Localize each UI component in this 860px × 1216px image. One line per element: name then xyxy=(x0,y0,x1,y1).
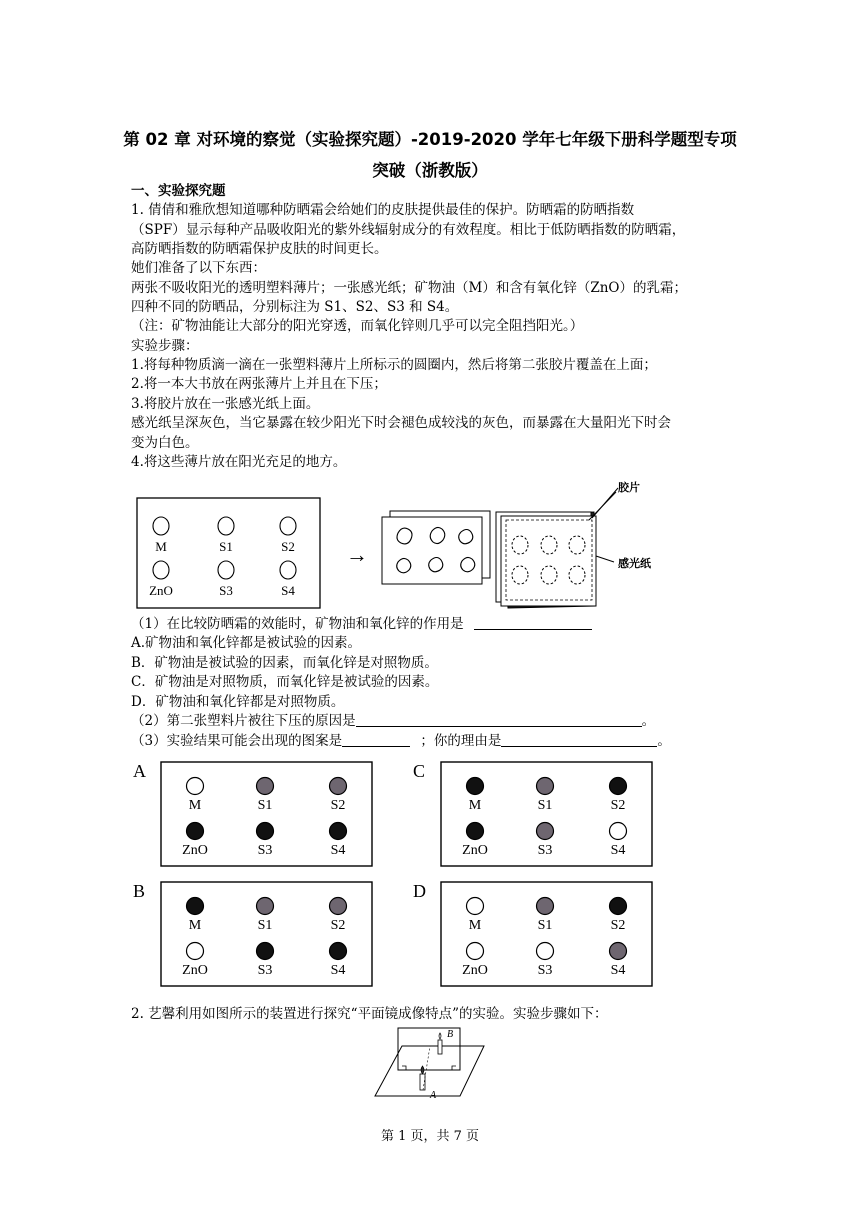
result-dot xyxy=(330,898,347,915)
film-label: 胶片 xyxy=(618,482,640,494)
result-dot xyxy=(257,823,274,840)
section-heading: 一、实验探究题 xyxy=(131,183,226,199)
candle-b-icon xyxy=(438,1040,442,1054)
film-label-s2: S2 xyxy=(281,539,295,554)
result-dot-label: M xyxy=(468,798,482,813)
result-dot xyxy=(537,943,554,960)
page-footer: 第 1 页，共 7 页 xyxy=(380,1129,480,1144)
q1-line: 实验步骤： xyxy=(131,338,199,354)
result-dot-label: S1 xyxy=(537,918,553,933)
result-dot xyxy=(330,778,347,795)
label-a: A xyxy=(430,1090,437,1101)
result-dot xyxy=(467,898,484,915)
q1-line: 她们准备了以下东西： xyxy=(131,260,266,276)
result-dot-label: S3 xyxy=(537,963,553,978)
result-dot xyxy=(537,778,554,795)
result-dot-label: S3 xyxy=(257,843,273,858)
result-dot xyxy=(187,823,204,840)
q1-line: 高防晒指数的防晒霜保护皮肤的时间更长。 xyxy=(131,241,388,257)
result-dot xyxy=(467,943,484,960)
result-dot-label: S2 xyxy=(330,918,346,933)
option-d: D．矿物油和氧化锌都是对照物质。 xyxy=(131,694,345,710)
answer-panel-d xyxy=(413,881,652,986)
result-dot xyxy=(187,898,204,915)
q1-line: 2.将一本大书放在两张薄片上并且在下压； xyxy=(131,376,387,392)
answer-panel-c xyxy=(413,761,652,866)
result-dot-label: S4 xyxy=(610,963,626,978)
q1-line: 1. 倩倩和雅欣想知道哪种防晒霜会给她们的皮肤提供最佳的保护。防晒霜的防晒指数 xyxy=(131,202,635,218)
film-label-s1: S1 xyxy=(219,539,233,554)
result-dot-label: S2 xyxy=(610,918,626,933)
plane-mirror-figure xyxy=(372,1022,492,1102)
q1-line: （注：矿物油能让大部分的阳光穿透，而氧化锌则几乎可以完全阻挡阳光。） xyxy=(131,318,584,334)
question-2-text: 2. 艺馨利用如图所示的装置进行探究“平面镜成像特点”的实验。实验步骤如下： xyxy=(131,1006,608,1022)
film-label-s4: S4 xyxy=(281,583,295,598)
panel-letter: D xyxy=(413,881,426,901)
result-dot xyxy=(257,943,274,960)
result-dot-label: M xyxy=(468,918,482,933)
result-dot xyxy=(610,778,627,795)
film-label-zno: ZnO xyxy=(149,583,173,598)
result-dot-label: S3 xyxy=(537,843,553,858)
result-dot xyxy=(537,898,554,915)
q1-line: 4.将这些薄片放在阳光充足的地方。 xyxy=(131,454,347,470)
result-dot-label: ZnO xyxy=(182,963,208,978)
option-a: A.矿物油和氧化锌都是被试验的因素。 xyxy=(131,635,362,651)
film-label-m: M xyxy=(155,539,167,554)
answer-panel-a xyxy=(133,761,372,866)
result-dot xyxy=(537,823,554,840)
q1-line: 四种不同的防晒品，分别标注为 S1、S2、S3 和 S4。 xyxy=(131,299,459,315)
result-dot-label: S4 xyxy=(330,963,346,978)
result-dot-label: S2 xyxy=(330,798,346,813)
result-dot xyxy=(330,943,347,960)
result-dot-label: ZnO xyxy=(462,963,488,978)
result-dot-label: ZnO xyxy=(462,843,488,858)
sub-question-3-reason: ；你的理由是 xyxy=(420,733,502,749)
result-dot xyxy=(467,778,484,795)
result-dot xyxy=(330,823,347,840)
option-b: B．矿物油是被试验的因素，而氧化锌是对照物质。 xyxy=(131,655,438,671)
result-dot-label: S4 xyxy=(330,843,346,858)
result-dot xyxy=(467,823,484,840)
result-dot xyxy=(187,943,204,960)
result-dot-label: ZnO xyxy=(182,843,208,858)
q1-line: （SPF）显示每种产品吸收阳光的紫外线辐射成分的有效程度。相比于低防晒指数的防晒霜， xyxy=(131,222,686,238)
result-dot-label: S1 xyxy=(257,798,273,813)
result-dot xyxy=(187,778,204,795)
answer-panel-b xyxy=(133,881,372,986)
result-dot-label: S4 xyxy=(610,843,626,858)
result-dot xyxy=(257,778,274,795)
photosensitive-paper-label: 感光纸 xyxy=(618,558,651,570)
sub-question-2-end: 。 xyxy=(641,713,656,729)
film-label-s3: S3 xyxy=(219,583,233,598)
panel-letter: B xyxy=(133,881,146,901)
q1-line: 两张不吸收阳光的透明塑料薄片；一张感光纸；矿物油（M）和含有氧化锌（ZnO）的乳霜； xyxy=(131,280,687,296)
sub-question-2-text: （2）第二张塑料片被往下压的原因是 xyxy=(131,713,356,729)
page-title-line-2: 突破（浙教版） xyxy=(372,161,488,180)
q1-line: 3.将胶片放在一张感光纸上面。 xyxy=(131,396,320,412)
panel-letter: A xyxy=(133,761,146,781)
q1-line: 感光纸呈深灰色，当它暴露在较少阳光下时会褪色成较浅的灰色，而暴露在大量阳光下时会 xyxy=(131,415,671,431)
q1-line: 变为白色。 xyxy=(131,435,199,451)
arrow-icon: → xyxy=(346,542,368,567)
q1-line: 1.将每种物质滴一滴在一张塑料薄片上所标示的圆圈内，然后将第二张胶片覆盖在上面； xyxy=(131,357,657,373)
result-dot xyxy=(610,823,627,840)
label-b: B xyxy=(447,1029,454,1040)
result-dot-label: S1 xyxy=(257,918,273,933)
result-dot-label: S1 xyxy=(537,798,553,813)
result-dot-label: M xyxy=(188,918,202,933)
result-dot xyxy=(257,898,274,915)
page-title-line-1: 第 02 章 对环境的察觉（实验探究题）-2019-2020 学年七年级下册科学题型专项 xyxy=(123,130,737,149)
result-dot xyxy=(610,943,627,960)
sub-question-3-end: 。 xyxy=(657,733,671,749)
result-dot-label: S2 xyxy=(610,798,626,813)
panel-letter: C xyxy=(413,761,426,781)
result-dot-label: M xyxy=(188,798,202,813)
sub-question-1-text: （1）在比较防晒霜的效能时，矿物油和氧化锌的作用是 xyxy=(131,616,464,632)
result-dot xyxy=(610,898,627,915)
option-c: C．矿物油是对照物质，而氧化锌是被试验的因素。 xyxy=(131,674,439,690)
sub-question-3-text: （3）实验结果可能会出现的图案是 xyxy=(131,733,343,749)
result-dot-label: S3 xyxy=(257,963,273,978)
